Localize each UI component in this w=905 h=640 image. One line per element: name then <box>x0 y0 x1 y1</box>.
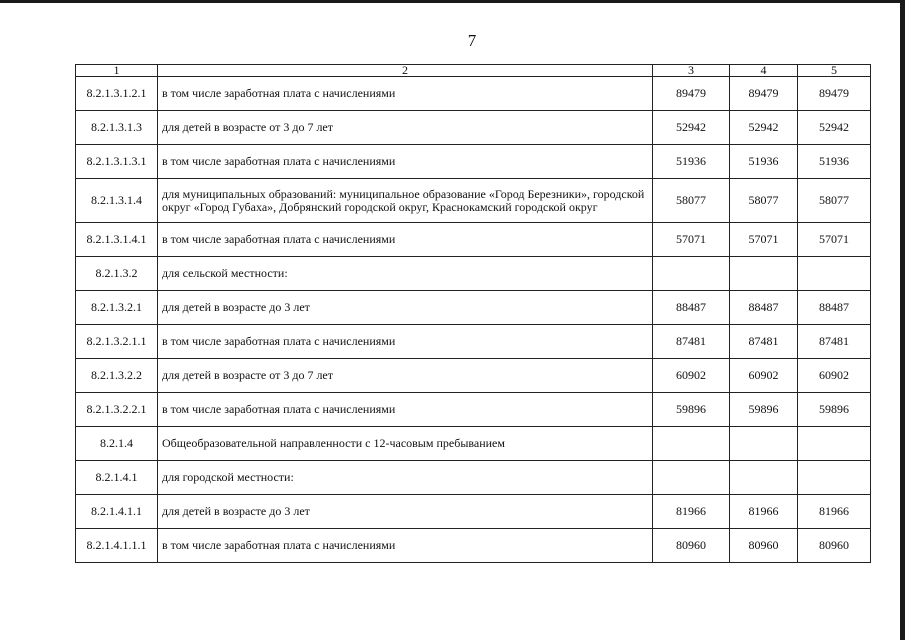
table-row <box>76 257 871 291</box>
row-value-col5: 89479 <box>798 77 871 111</box>
table-body <box>76 77 871 563</box>
column-header-3: 3 <box>653 65 730 77</box>
row-value-col3: 87481 <box>653 325 730 359</box>
row-value-col4: 80960 <box>730 529 798 563</box>
table-row <box>76 223 871 257</box>
row-value-col4 <box>730 461 798 495</box>
row-value-col3: 57071 <box>653 223 730 257</box>
row-value-col3: 80960 <box>653 529 730 563</box>
table-row <box>76 427 871 461</box>
row-value-col3: 81966 <box>653 495 730 529</box>
row-value-col3: 51936 <box>653 145 730 179</box>
row-description: для городской местности: <box>158 461 653 495</box>
row-value-col3: 52942 <box>653 111 730 145</box>
row-value-col3 <box>653 461 730 495</box>
row-code: 8.2.1.3.1.3 <box>76 111 158 145</box>
row-code: 8.2.1.3.2.1.1 <box>76 325 158 359</box>
scan-edge-right <box>900 0 905 640</box>
row-value-col5: 81966 <box>798 495 871 529</box>
row-value-col5: 87481 <box>798 325 871 359</box>
row-code: 8.2.1.4.1 <box>76 461 158 495</box>
row-description: для муниципальных образований: муниципальное образование «Город Березники», городской округ «Город Губаха», Добрянский городской округ, Краснокамский городской округ <box>158 179 653 223</box>
row-description: в том числе заработная плата с начислениями <box>158 223 653 257</box>
row-value-col4: 59896 <box>730 393 798 427</box>
row-code: 8.2.1.3.2.2 <box>76 359 158 393</box>
row-value-col4: 58077 <box>730 179 798 223</box>
row-value-col5: 60902 <box>798 359 871 393</box>
row-value-col4 <box>730 257 798 291</box>
row-value-col5: 57071 <box>798 223 871 257</box>
row-description: Общеобразовательной направленности с 12-часовым пребыванием <box>158 427 653 461</box>
row-code: 8.2.1.4 <box>76 427 158 461</box>
table-row <box>76 529 871 563</box>
row-description: в том числе заработная плата с начислениями <box>158 529 653 563</box>
row-value-col5: 51936 <box>798 145 871 179</box>
row-value-col4 <box>730 427 798 461</box>
table-row <box>76 461 871 495</box>
header-row <box>76 65 871 77</box>
row-value-col3: 88487 <box>653 291 730 325</box>
row-description: в том числе заработная плата с начислениями <box>158 325 653 359</box>
row-value-col3 <box>653 257 730 291</box>
column-header-1: 1 <box>76 65 158 77</box>
row-code: 8.2.1.3.1.2.1 <box>76 77 158 111</box>
table-row <box>76 179 871 223</box>
row-value-col3: 60902 <box>653 359 730 393</box>
row-code: 8.2.1.3.1.4.1 <box>76 223 158 257</box>
row-value-col5: 88487 <box>798 291 871 325</box>
row-value-col5 <box>798 461 871 495</box>
row-description: для детей в возрасте от 3 до 7 лет <box>158 359 653 393</box>
page-number: 7 <box>467 31 477 50</box>
row-code: 8.2.1.3.1.4 <box>76 179 158 223</box>
row-description: для детей в возрасте до 3 лет <box>158 291 653 325</box>
row-code: 8.2.1.4.1.1.1 <box>76 529 158 563</box>
row-code: 8.2.1.3.1.3.1 <box>76 145 158 179</box>
row-value-col5 <box>798 257 871 291</box>
row-value-col3: 59896 <box>653 393 730 427</box>
row-code: 8.2.1.3.2 <box>76 257 158 291</box>
row-value-col5 <box>798 427 871 461</box>
table-row <box>76 77 871 111</box>
row-value-col5: 80960 <box>798 529 871 563</box>
row-code: 8.2.1.3.2.2.1 <box>76 393 158 427</box>
row-value-col4: 57071 <box>730 223 798 257</box>
column-header-5: 5 <box>798 65 871 77</box>
table-row <box>76 495 871 529</box>
row-value-col4: 81966 <box>730 495 798 529</box>
table-row <box>76 325 871 359</box>
row-value-col5: 52942 <box>798 111 871 145</box>
row-value-col4: 88487 <box>730 291 798 325</box>
row-description: для детей в возрасте до 3 лет <box>158 495 653 529</box>
row-code: 8.2.1.4.1.1 <box>76 495 158 529</box>
row-value-col3 <box>653 427 730 461</box>
row-description: в том числе заработная плата с начислениями <box>158 77 653 111</box>
budget-table <box>75 64 871 563</box>
row-value-col4: 87481 <box>730 325 798 359</box>
row-value-col4: 51936 <box>730 145 798 179</box>
row-value-col5: 59896 <box>798 393 871 427</box>
scan-edge-top <box>0 0 905 3</box>
row-code: 8.2.1.3.2.1 <box>76 291 158 325</box>
row-description: для детей в возрасте от 3 до 7 лет <box>158 111 653 145</box>
row-value-col3: 89479 <box>653 77 730 111</box>
row-value-col5: 58077 <box>798 179 871 223</box>
table-row <box>76 145 871 179</box>
table-row <box>76 393 871 427</box>
row-value-col4: 52942 <box>730 111 798 145</box>
row-description: в том числе заработная плата с начислениями <box>158 393 653 427</box>
column-header-2: 2 <box>158 65 653 77</box>
table-row <box>76 291 871 325</box>
row-value-col4: 60902 <box>730 359 798 393</box>
table-row <box>76 111 871 145</box>
row-value-col4: 89479 <box>730 77 798 111</box>
row-description: для сельской местности: <box>158 257 653 291</box>
column-header-4: 4 <box>730 65 798 77</box>
row-value-col3: 58077 <box>653 179 730 223</box>
row-description: в том числе заработная плата с начислениями <box>158 145 653 179</box>
table-row <box>76 359 871 393</box>
